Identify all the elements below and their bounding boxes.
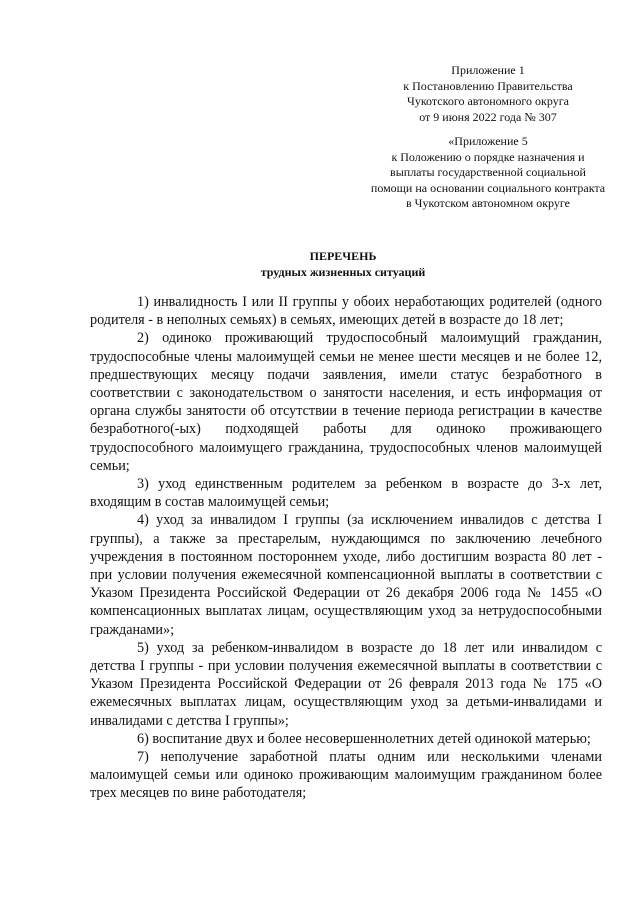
appendix-5-description: к Положению о порядке назначения и выплаты государственной социальной помощи на основании социального контракта в Чукотском автономном округе [370,149,606,210]
appendix-5-heading: «Приложение 5 [448,134,528,148]
appendix-1-line: к Постановлению Правительства [403,78,573,93]
appendix-5-reference [368,134,608,212]
list-item: 7) неполучение заработной платы одним или несколькими членами малоимущей семьи или одиноко проживающим малоимущим гражданином более трех месяцев по вине работодателя; [90,749,602,802]
list-item: 2) одиноко проживающий трудоспособный малоимущий гражданин, трудоспособные члены малоимущей семьи не менее шести месяцев и не более 12, предшествующих месяцу подачи заявления, имели статус безработного в соответствии с законодательством о занятости населения, и есть информация от органа службы занятости об отсутствии в течение периода регистрации в качестве безработного(-ых) подходящей работы для одиноко проживающего трудоспособного малоимущего гражданина, трудоспособных членов малоимущей семьи; [90,330,602,474]
list-item: 1) инвалидность I или II группы у обоих неработающих родителей (одного родителя - в неполных семьях) в семьях, имеющих детей в возрасте до 18 лет; [90,294,602,329]
list-item: 4) уход за инвалидом I группы (за исключением инвалидов с детства I группы), а также за престарелым, нуждающимся по заключению лечебного учреждения в постоянном постороннем уходе, либо достигшим возраста 80 лет - при условии получения ежемесячной компенсационной выплаты в соответствии с Указом Президента Российской Федерации от 26 декабря 2006 года № 1455 «О компенсационных выплатах лицам, осуществляющим уход за нетрудоспособными гражданами»; [90,512,602,638]
appendix-1-line: Чукотского автономного округа [407,94,569,108]
document-title [80,248,606,280]
situations-list [90,293,602,803]
appendix-1-line: Приложение 1 [451,63,525,77]
appendix-1-reference [368,63,608,125]
title-main: ПЕРЕЧЕНЬ [309,249,377,263]
list-item: 6) воспитание двух и более несовершеннолетних детей одинокой матерью; [137,730,591,747]
list-item: 3) уход единственным родителем за ребенком в возрасте до 3-х лет, входящим в состав малоимущей семьи; [90,476,602,511]
title-sub: трудных жизненных ситуаций [260,265,426,279]
appendix-1-line: от 9 июня 2022 года № 307 [419,109,557,124]
list-item: 5) уход за ребенком-инвалидом в возрасте до 18 лет или инвалидом с детства I группы - при условии получения ежемесячной выплаты в соответствии с Указом Президента Российской Федерации от 26 февраля 2013 года № 175 «О ежемесячных выплатах лицам, осуществляющим уход за детьми-инвалидами и инвалидами с детства I группы»; [90,639,602,729]
